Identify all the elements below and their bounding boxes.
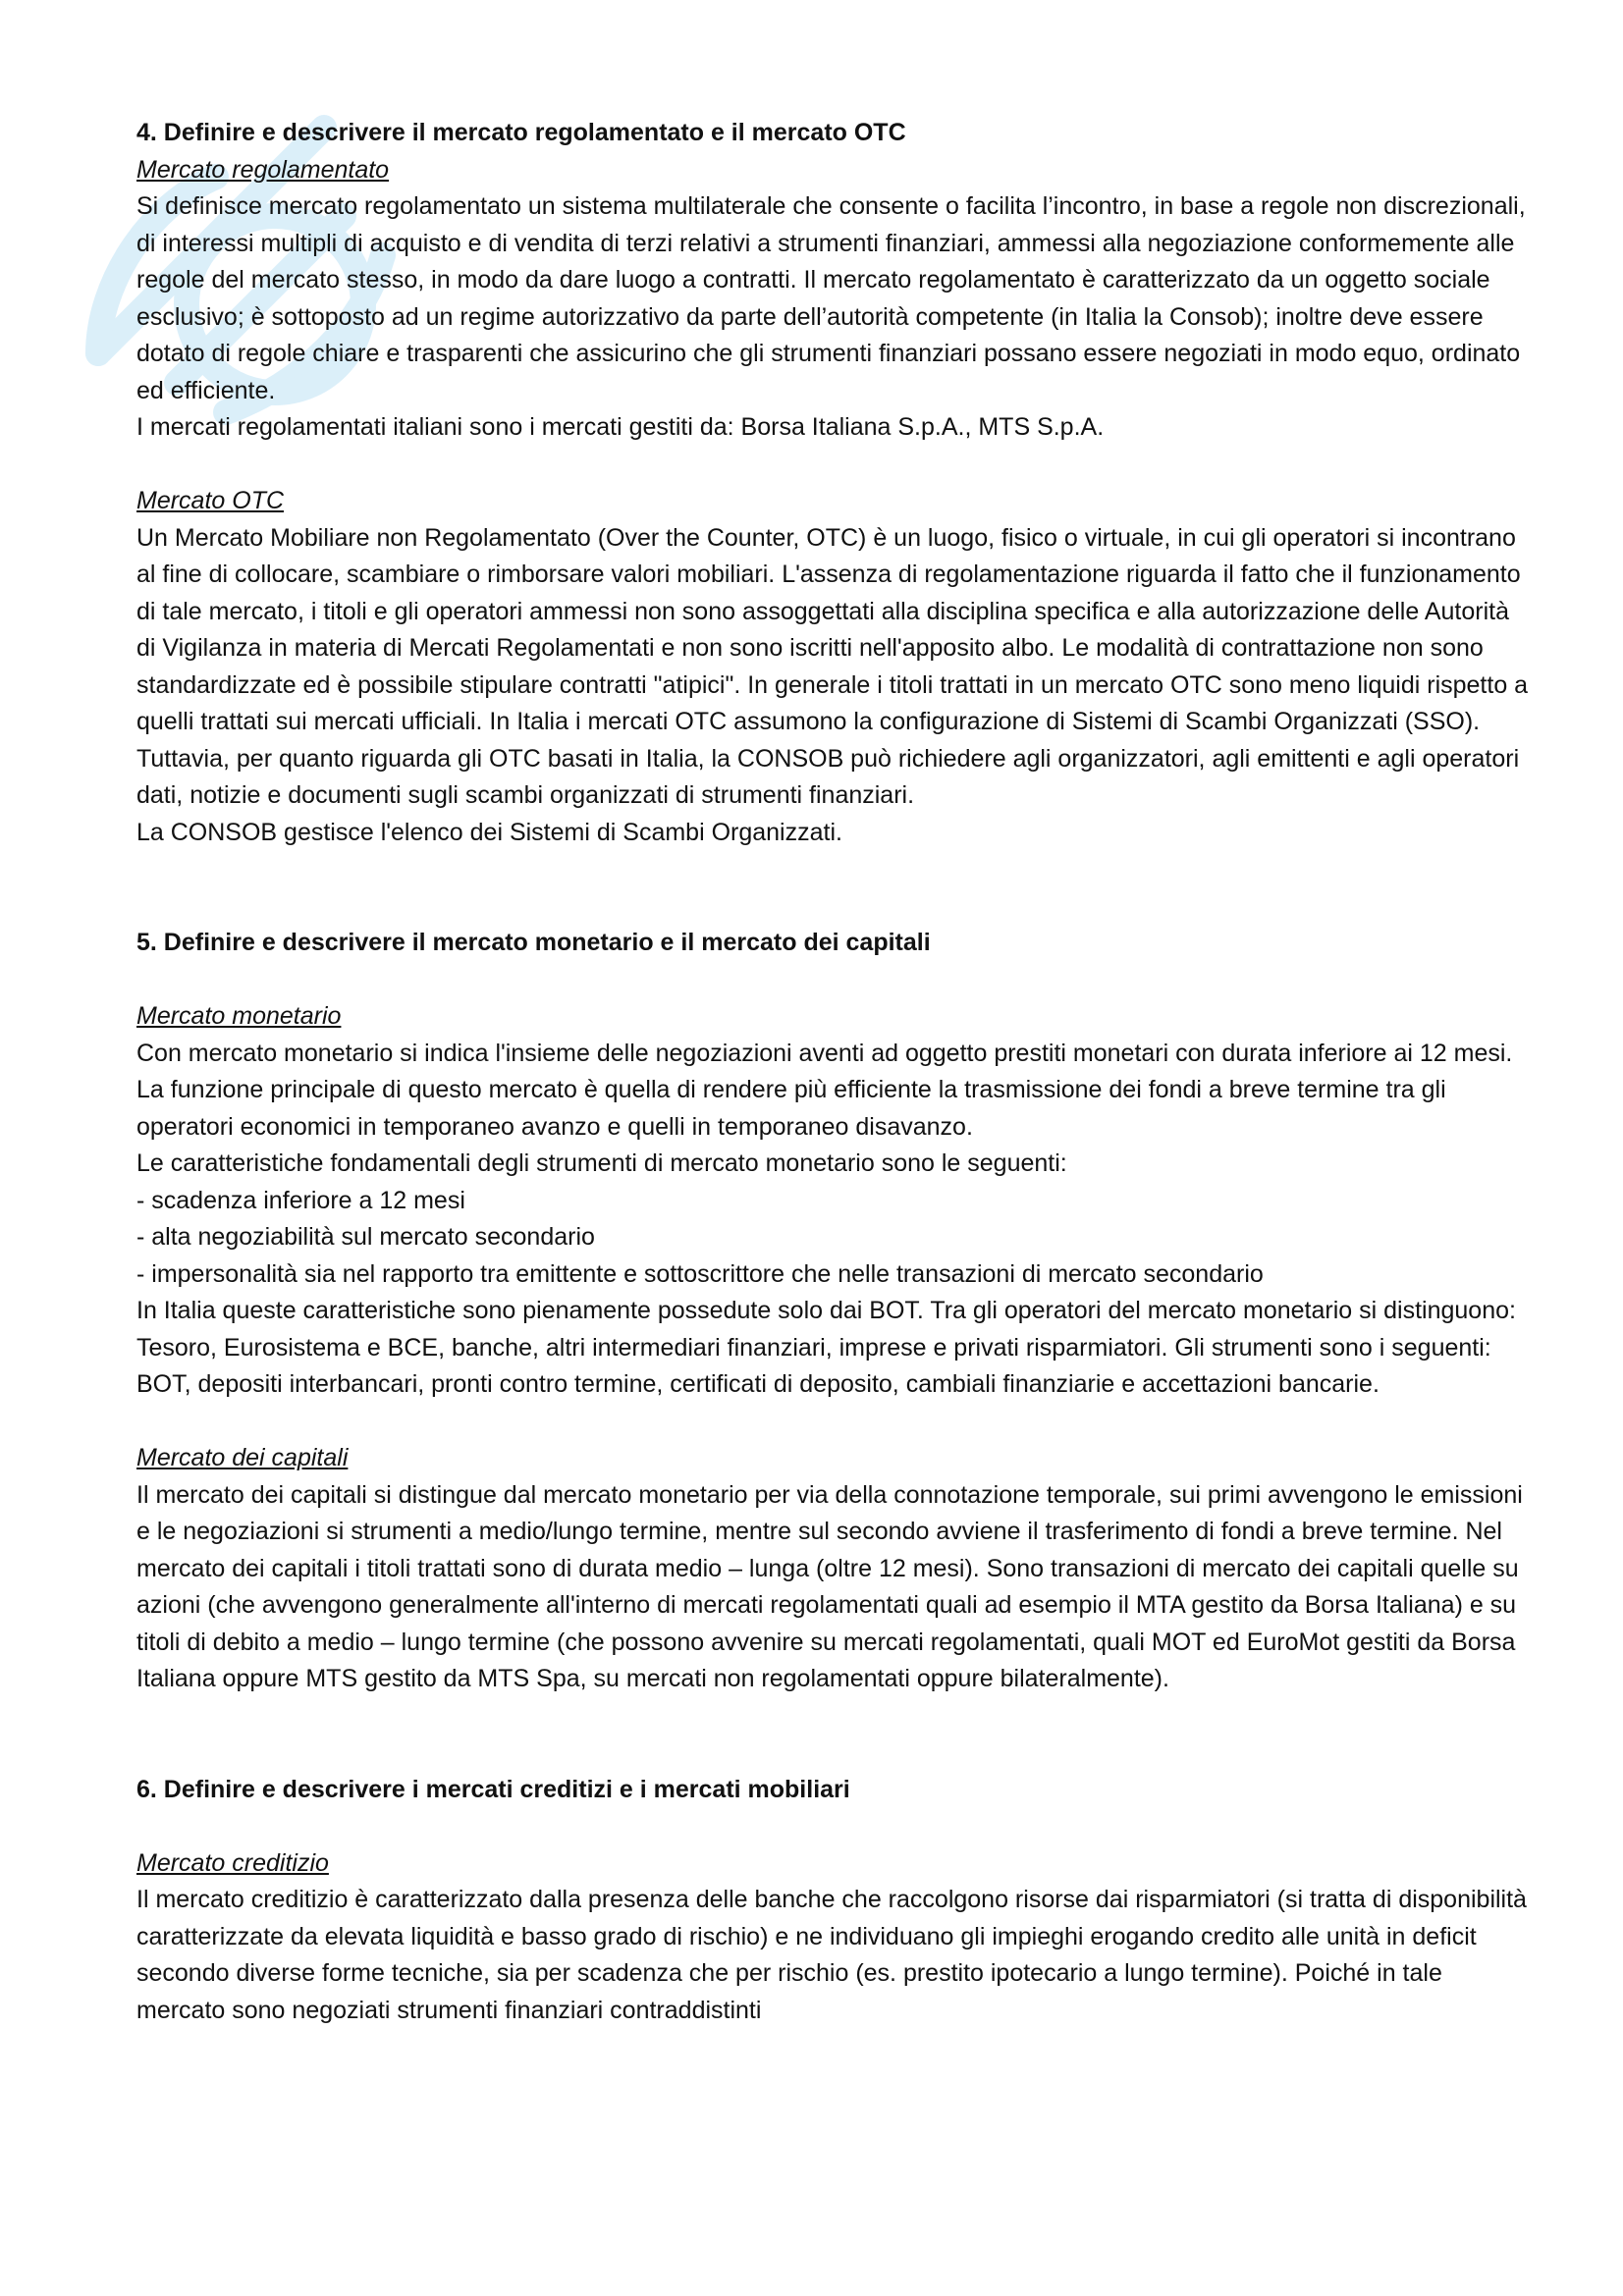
subsection-title-mercato-monetario: Mercato monetario bbox=[136, 1002, 342, 1030]
list-item: - scadenza inferiore a 12 mesi bbox=[136, 1186, 465, 1214]
paragraph: Le caratteristiche fondamentali degli strumenti di mercato monetario sono le seguenti: bbox=[136, 1149, 1067, 1177]
subsection-title-mercato-regolamentato: Mercato regolamentato bbox=[136, 155, 390, 184]
paragraph: La CONSOB gestisce l'elenco dei Sistemi di Scambi Organizzati. bbox=[136, 818, 842, 846]
paragraph: Il mercato creditizio è caratterizzato dalla presenza delle banche che raccolgono risorse dai risparmiatori (si tratta di disponibilità caratterizzate da elevata liquidità e basso grado di rischio) e ne individuano gli impieghi erogando credito alle unità in deficit secondo diverse forme tecniche, sia per scadenza che per rischio (es. prestito ipotecario a lungo termine). Poiché in tale mercato sono negoziati strumenti finanziari contraddistinti bbox=[136, 1886, 1527, 2024]
paragraph: Si definisce mercato regolamentato un sistema multilaterale che consente o facilita l’incontro, in base a regole non discrezionali, di interessi multipli di acquisto e di vendita di terzi relativi a strumenti finanziari, ammessi alla negoziazione conformemente alle regole del mercato stesso, in modo da dare luogo a contratti. Il mercato regolamentato è caratterizzato da un oggetto sociale esclusivo; è sottoposto ad un regime autorizzativo da parte dell’autorità competente (in Italia la Consob); inoltre deve essere dotato di regole chiare e trasparenti che assicurino che gli strumenti finanziari possano essere negoziati in modo equo, ordinato ed efficiente. bbox=[136, 192, 1526, 404]
paragraph: I mercati regolamentati italiani sono i mercati gestiti da: Borsa Italiana S.p.A., MTS S.p.A. bbox=[136, 413, 1105, 441]
paragraph: Con mercato monetario si indica l'insieme delle negoziazioni aventi ad oggetto prestiti monetari con durata inferiore ai 12 mesi. La funzione principale di questo mercato è quella di rendere più efficiente la trasmissione dei fondi a breve termine tra gli operatori economici in temporaneo avanzo e quelli in temporaneo disavanzo. bbox=[136, 1039, 1513, 1141]
paragraph: Un Mercato Mobiliare non Regolamentato (Over the Counter, OTC) è un luogo, fisico o virtuale, in cui gli operatori si incontrano al fine di collocare, scambiare o rimborsare valori mobiliari. L'assenza di regolamentazione riguarda il fatto che il funzionamento di tale mercato, i titoli e gli operatori ammessi non sono assoggettati alla disciplina specifica e alla autorizzazione delle Autorità di Vigilanza in materia di Mercati Regolamentati e non sono iscritti nell'apposito albo. Le modalità di contrattazione non sono standardizzate ed è possibile stipulare contratti "atipici". In generale i titoli trattati in un mercato OTC sono meno liquidi rispetto a quelli trattati sui mercati ufficiali. In Italia i mercati OTC assumono la configurazione di Sistemi di Scambi Organizzati (SSO). bbox=[136, 523, 1529, 735]
document-page bbox=[136, 115, 1531, 2029]
subsection-title-mercato-otc: Mercato OTC bbox=[136, 487, 285, 514]
section-title-6: 6. Definire e descrivere i mercati creditizi e i mercati mobiliari bbox=[136, 1775, 850, 1803]
subsection-title-mercato-creditizio: Mercato creditizio bbox=[136, 1848, 329, 1877]
section-title-5: 5. Definire e descrivere il mercato monetario e il mercato dei capitali bbox=[136, 929, 931, 956]
paragraph: Tuttavia, per quanto riguarda gli OTC basati in Italia, la CONSOB può richiedere agli organizzatori, agli emittenti e agli operatori dati, notizie e documenti sugli scambi organizzati di strumenti finanziari. bbox=[136, 744, 1520, 809]
section-title-4: 4. Definire e descrivere il mercato regolamentato e il mercato OTC bbox=[136, 119, 906, 146]
subsection-title-mercato-dei-capitali: Mercato dei capitali bbox=[136, 1444, 349, 1471]
list-item: - impersonalità sia nel rapporto tra emittente e sottoscrittore che nelle transazioni di mercato secondario bbox=[136, 1259, 1264, 1288]
list-item: - alta negoziabilità sul mercato secondario bbox=[136, 1223, 595, 1251]
paragraph: In Italia queste caratteristiche sono pienamente possedute solo dai BOT. Tra gli operatori del mercato monetario si distinguono: Tesoro, Eurosistema e BCE, banche, altri intermediari finanziari, imprese e privati risparmiatori. Gli strumenti sono i seguenti: BOT, depositi interbancari, pronti contro termine, certificati di deposito, cambiali finanziarie e accettazioni bancarie. bbox=[136, 1297, 1516, 1398]
paragraph: Il mercato dei capitali si distingue dal mercato monetario per via della connotazione temporale, sui primi avvengono le emissioni e le negoziazioni si strumenti a medio/lungo termine, mentre sul secondo avviene il trasferimento di fondi a breve termine. Nel mercato dei capitali i titoli trattati sono di durata medio – lunga (oltre 12 mesi). Sono transazioni di mercato dei capitali quelle su azioni (che avvengono generalmente all'interno di mercati regolamentati quali ad esempio il MTA gestito da Borsa Italiana) e su titoli di debito a medio – lungo termine (che possono avvenire su mercati regolamentati, quali MOT ed EuroMot gestiti da Borsa Italiana oppure MTS gestito da MTS Spa, su mercati non regolamentati oppure bilateralmente). bbox=[136, 1480, 1523, 1692]
